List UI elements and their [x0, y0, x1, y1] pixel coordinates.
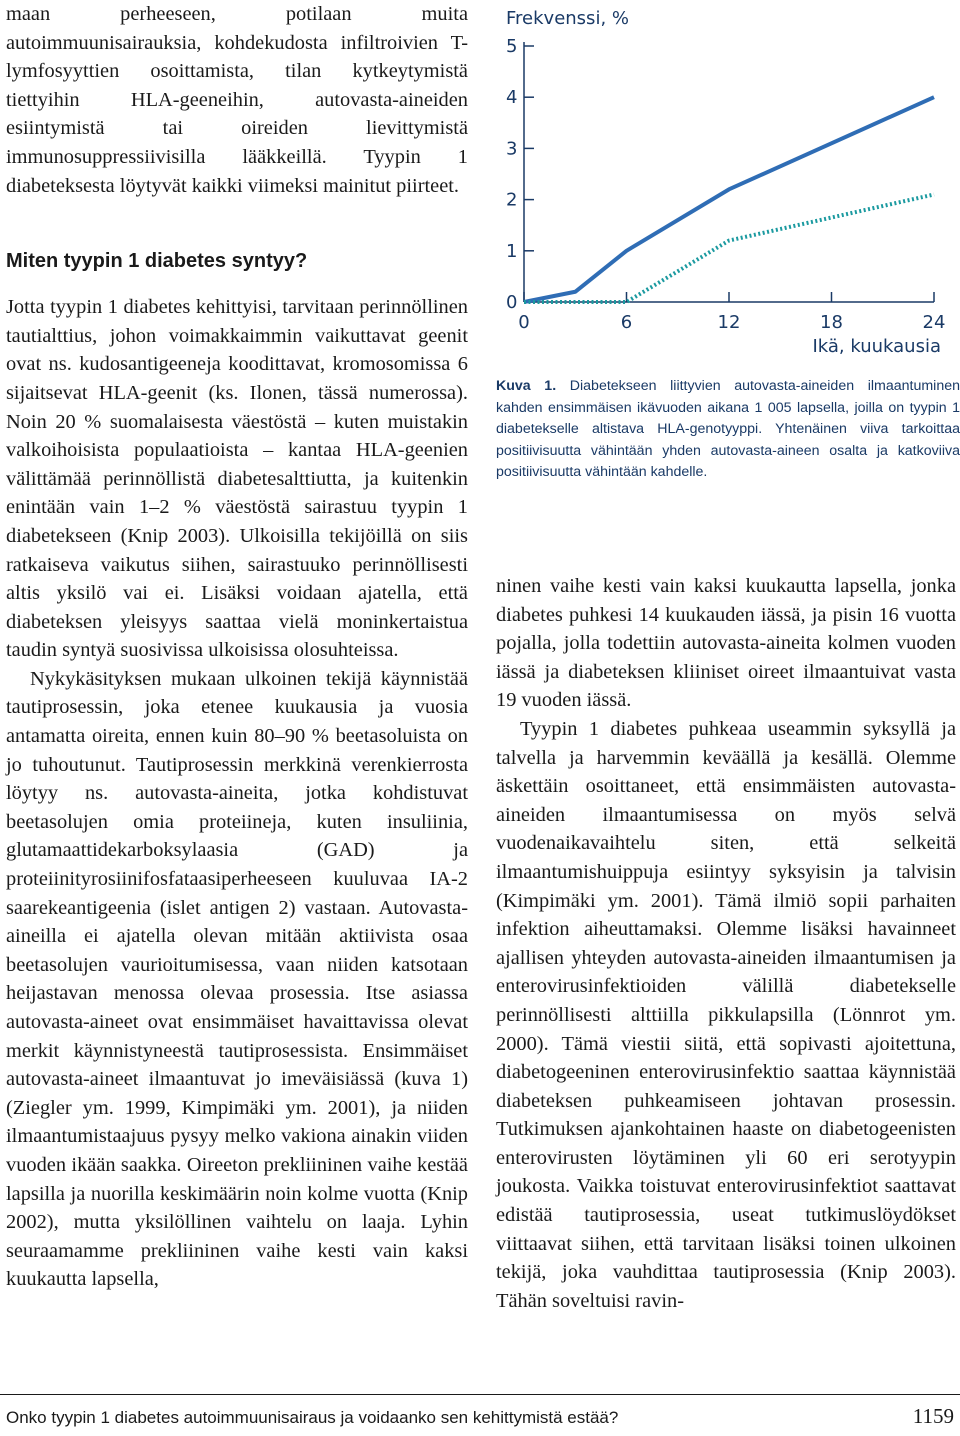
caption-text: Diabetekseen liittyvien autovasta-aineiden ilmaantuminen kahden ensimmäisen ikävuoden aikana 1 005 lapsella, joilla on tyypin 1 diabetekselle altistava HLA-genotyyppi. Yhtenäinen viiva tarkoittaa positiivisuutta vähintään yhden autovasta-aineen osalta ja katkoviiva positiivisuutta vähintään kahdelle. — [496, 378, 960, 481]
y-tick-label: 4 — [506, 87, 518, 109]
section-heading: Miten tyypin 1 diabetes syntyy? — [6, 250, 308, 273]
x-tick-label: 6 — [620, 312, 633, 333]
page-number: 1159 — [912, 1404, 954, 1428]
y-tick-label: 2 — [506, 189, 518, 211]
y-tick-label: 5 — [506, 36, 518, 57]
paragraph-intro: maan perheeseen, potilaan muita autoimmuunisairauksia, kohdekudosta infiltroivien T-lymfosyyttien osoittamista, tilan kytkeytymistä tiettyihin HLA-geeneihin, autovasta-aineiden esiintymistä tai oireiden lievittymistä immunosuppressiivisilla lääkkeillä. Tyypin 1 diabeteksesta löytyvät kaikki viimeksi mainitut piirteet. — [6, 3, 468, 197]
paragraph-3: Tyypin 1 diabetes puhkeaa useammin syksyllä ja talvella ja harvemmin keväällä ja kesällä. Olemme äskettäin osoittaneet, että ensimmäisten autovasta-aineiden ilmaantumisessa on myös selvä vuodenaikavaihtelu siten, että selkeitä ilmaantumishuippuja esiintyy syksyisin ja talvisin (Kimpimäki ym. 2001). Tämä ilmiö sopii parhaiten infektion aiheuttamaksi. Olemme lisäksi havainneet ajallisen yhteyden autovasta-aineiden ilmaantumisen ja enterovirusinfektioiden välillä diabetekselle perinnöllisesti alttiilla pikkulapsilla (Lönnrot ym. 2000). Tämä viestii siitä, että sopivasti ajoitettuna, diabetogeeninen enterovirusinfektio saattaa käynnistää diabeteksen puhkeamiseen johtavan prosessin. Tutkimuksen ajankohtainen haaste on diabetogeenisten enterovirusten löytäminen yli 60 eri serotyypin joukosta. Vaikka toistuvat enterovirusinfektiot saattavat edistää tautiprosessia, useat tutkimuslöydökset viittaavat siihen, että tarvitaan lisäksi toinen ulkoinen tekijä, joka vauhdittaa tautiprosessia (Knip 2003). Tähän soveltuisi ravin- — [496, 717, 956, 1312]
right-column — [496, 572, 956, 1315]
chart-ticks — [506, 36, 945, 333]
paragraph-2: Nykykäsityksen mukaan ulkoinen tekijä käynnistää tautiprosessin, joka etenee kuukausia ja vuosia antamatta oireita, ennen kuin 80–90 % beetasoluista on jo tuhoutunut. Tautiprosessin merkkinä verenkierrosta löytyy ns. autovasta-aineita, jotka kohdistuvat beetasolujen omia proteiineja, kuten insuliinia, glutamaattidekarboksylaasia (GAD) ja proteiinityrosiinifosfataasiperheeseen kuuluvaa IA-2 saarekeantigeenia (islet antigen 2) vastaan. Autovasta-aineilla ei ajatella olevan mitään aktiivista osaa beetasolujen vaurioitumisessa, vaan niiden katsotaan heijastavan menossa olevaa prosessia. Itse asiassa autovasta-aineet ovat ensimmäiset havaittavissa olevat merkit käynnistyneestä tautiprosessista. Ensimmäiset autovasta-aineet ilmaantuvat jo imeväisiässä (kuva 1) (Ziegler ym. 1999, Kimpimäki ym. 2001), ja niiden ilmaantumistaajuus pysyy melko vakiona ainakin viiden vuoden ikään saakka. Oireeton prekliininen vaihe kestää lapsilla ja nuorilla keskimäärin noin kolme vuotta (Knip 2002), mutta yksilöllinen vaihtelu on laaja. Lyhin seuraamamme prekliininen vaihe kesti vain kaksi kuukautta lapsella, — [6, 667, 468, 1291]
y-tick-label: 3 — [506, 138, 518, 160]
y-tick-label: 0 — [506, 292, 518, 313]
series-line-1 — [524, 97, 934, 302]
footer-title: Onko tyypin 1 diabetes autoimmuunisairaus ja voidaanko sen kehittymistä estää? — [6, 1408, 619, 1427]
chart-series — [524, 97, 934, 302]
chart-svg — [496, 0, 960, 370]
paragraph-continued: ninen vaihe kesti vain kaksi kuukautta lapsella, jonka diabetes puhkesi 14 kuukauden iässä, ja pisin 16 vuotta pojalla, jolla todettiin autovasta-aineita kolmen vuoden iässä ja diabeteksen kliiniset oireet ilmaantuivat vasta 19 vuoden iässä. — [496, 575, 956, 712]
caption-label: Kuva 1. — [496, 378, 557, 394]
figure-chart — [496, 0, 960, 370]
left-column — [6, 0, 468, 1294]
x-tick-label: 24 — [922, 312, 946, 333]
x-tick-label: 18 — [820, 312, 843, 333]
chart-axes — [524, 42, 934, 302]
y-tick-label: 1 — [506, 240, 518, 262]
footer-rule — [0, 1394, 960, 1395]
x-tick-label: 12 — [717, 312, 741, 333]
y-axis-label: Frekvenssi, % — [506, 8, 629, 29]
paragraph-1: Jotta tyypin 1 diabetes kehittyisi, tarvitaan perinnöllinen tautialttius, johon voimakkaimmin vaikuttavat geenit ovat ns. kudosantigeeneja koodittavat, kromosomissa 6 sijaitsevat HLA-geenit (ks. Ilonen, tässä numerossa). Noin 20 % suomalaisesta väestöstä – kuten muistakin valkoihoisista populaatioista – kantaa HLA-geenien välittämää perinnöllistä diabetesalttiutta, ja kuitenkin enintään vain 1–2 % väestöstä sairastuu tyypin 1 diabetekseen (Knip 2003). Ulkoisilla tekijöillä on siis ratkaiseva vaikutus siihen, sairastuuko perinnöllisesti altis yksilö vai ei. Lisäksi voidaan ajatella, että diabeteksen yleisyys saattaa vielä moninkertaistua taudin syntyä suosivissa ulkoisissa olosuhteissa. — [6, 296, 468, 662]
figure-caption — [496, 376, 960, 484]
x-tick-label: 0 — [518, 312, 530, 333]
x-axis-label: Ikä, kuukausia — [812, 336, 941, 357]
